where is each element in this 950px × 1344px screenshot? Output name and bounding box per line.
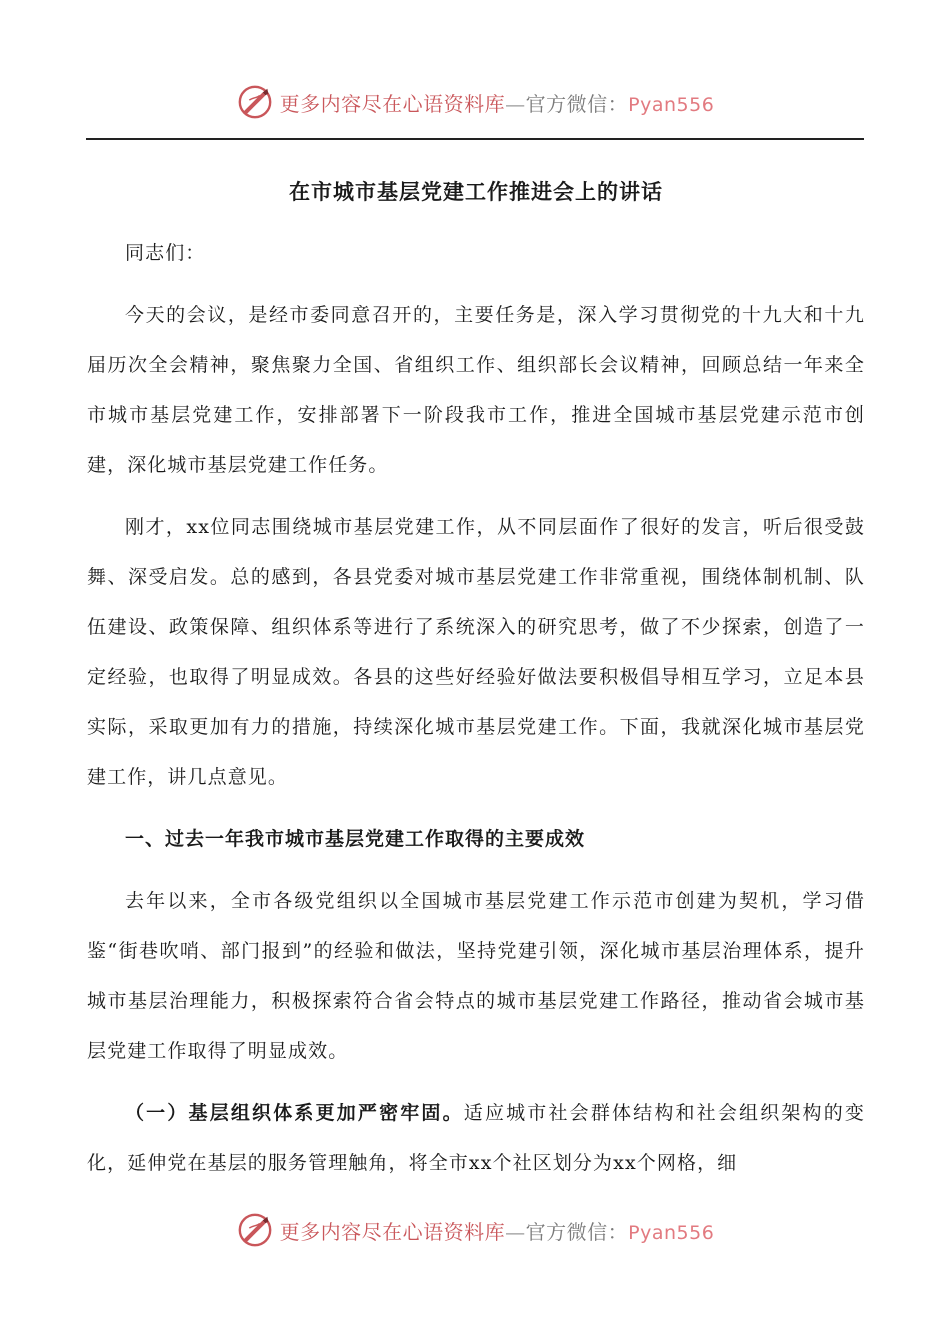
banner-dash: —	[505, 1219, 526, 1244]
paragraph-remarks: 刚才，xx位同志围绕城市基层党建工作，从不同层面作了很好的发言，听后很受鼓舞、深受启发。总的感到，各县党委对城市基层党建工作非常重视，围绕体制机制、队伍建设、政策保障、组织体系等进行了系统深入的研究思考，做了不少探索，创造了一定经验，也取得了明显成效。各县的这些好经验好做法要积极倡导相互学习，立足本县实际，采取更加有力的措施，持续深化城市基层党建工作。下面，我就深化城市基层党建工作，讲几点意见。	[87, 516, 865, 788]
pen-logo-icon	[236, 1211, 274, 1249]
banner-library-text: 更多内容尽在心语资料库	[279, 91, 506, 116]
document-title: 在市城市基层党建工作推进会上的讲话	[289, 179, 663, 204]
banner-caption	[280, 88, 715, 117]
banner-library-text: 更多内容尽在心语资料库	[279, 1219, 506, 1244]
spacer	[87, 864, 865, 876]
document-body	[87, 168, 865, 1188]
spacer	[87, 1076, 865, 1088]
spacer	[87, 216, 865, 228]
pen-logo-icon	[236, 83, 274, 121]
paragraph-organization-text: 适应城市社会群体结构和社会组织架构的变化，延伸党在基层的服务管理触角，将全市xx个社区划分为xx个网格，细	[87, 1102, 865, 1174]
banner-caption	[280, 1216, 715, 1245]
spacer	[87, 490, 865, 502]
paragraph-organization	[87, 1088, 865, 1188]
header-divider	[86, 138, 864, 140]
spacer	[87, 278, 865, 290]
salutation: 同志们：	[125, 242, 206, 264]
banner-dash: —	[505, 91, 526, 116]
spacer	[87, 802, 865, 814]
paragraph-opening: 今天的会议，是经市委同意召开的，主要任务是，深入学习贯彻党的十九大和十九届历次全会精神，聚焦聚力全国、省组织工作、组织部长会议精神，回顾总结一年来全市城市基层党建工作，安排部署下一阶段我市工作，推进全国城市基层党建示范市创建，深化城市基层党建工作任务。	[87, 304, 865, 476]
header-banner	[0, 80, 950, 124]
banner-official-label: 官方微信：	[525, 1219, 629, 1244]
footer-banner	[0, 1208, 950, 1252]
banner-official-label: 官方微信：	[525, 91, 629, 116]
banner-wechat-id: Pyan556	[628, 93, 715, 116]
banner-wechat-id: Pyan556	[628, 1221, 715, 1244]
paragraph-achievements: 去年以来，全市各级党组织以全国城市基层党建工作示范市创建为契机，学习借鉴“街巷吹哨、部门报到”的经验和做法，坚持党建引领，深化城市基层治理体系，提升城市基层治理能力，积极探索符合省会特点的城市基层党建工作路径，推动省会城市基层党建工作取得了明显成效。	[87, 890, 865, 1062]
subsection-heading-1: （一）基层组织体系更加严密牢固。	[125, 1102, 464, 1124]
section-heading-1: 一、过去一年我市城市基层党建工作取得的主要成效	[125, 828, 586, 850]
